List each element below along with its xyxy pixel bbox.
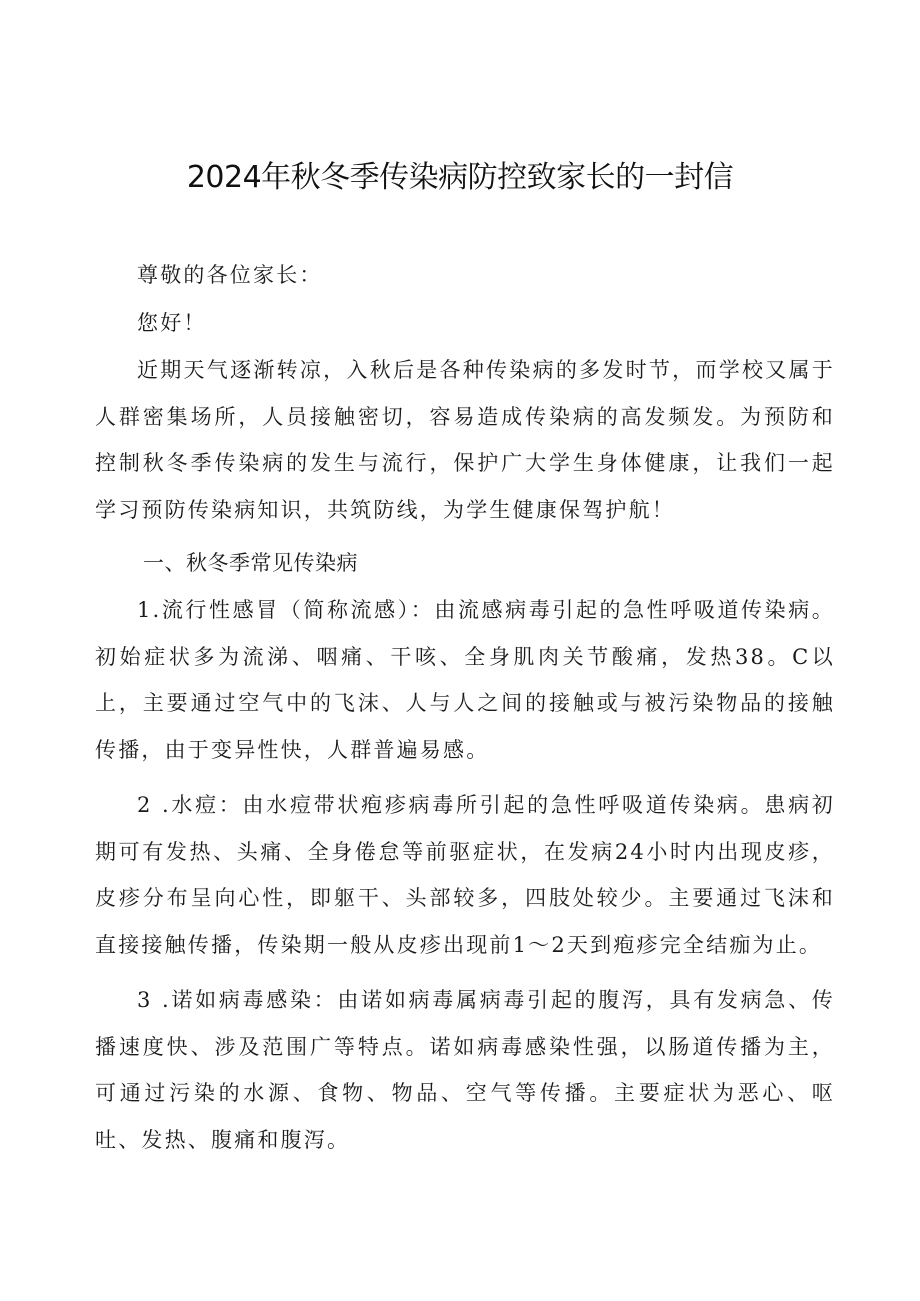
disease-item-norovirus	[95, 977, 835, 1163]
disease-item-text: 1.流行性感冒（简称流感）：由流感病毒引起的急性呼吸道传染病。初始症状多为流涕、咽痛、干咳、全身肌肉关节酸痛，发热38。C以上，主要通过空气中的飞沫、人与人之间的接触或与被污染物品的接触传播，由于变异性快，人群普遍易感。	[95, 598, 835, 762]
disease-item-text: 2 .水痘：由水痘带状疱疹病毒所引起的急性呼吸道传染病。患病初期可有发热、头痛、全身倦怠等前驱症状，在发病24小时内出现皮疹，皮疹分布呈向心性，即躯干、头部较多，四肢处较少。主要通过飞沫和直接接触传播，传染期一般从皮疹出现前1～2天到疱疹完全结痂为止。	[95, 793, 835, 957]
salutation-text: 尊敬的各位家长：	[137, 263, 323, 287]
intro-text: 近期天气逐渐转凉，入秋后是各种传染病的多发时节，而学校又属于人群密集场所，人员接触密切，容易造成传染病的高发频发。为预防和控制秋冬季传染病的发生与流行，保护广大学生身体健康，让我们一起学习预防传染病知识，共筑防线，为学生健康保驾护航！	[95, 358, 835, 522]
greeting-text: 您好！	[137, 311, 207, 335]
document-title: 2024年秋冬季传染病防控致家长的一封信	[186, 160, 734, 195]
disease-item-chickenpox	[95, 782, 835, 968]
disease-item-text: 3 .诺如病毒感染：由诺如病毒属病毒引起的腹泻，具有发病急、传播速度快、涉及范围广等特点。诺如病毒感染性强，以肠道传播为主，可通过污染的水源、食物、物品、空气等传播。主要症状为恶心、呕吐、发热、腹痛和腹泻。	[95, 988, 835, 1152]
salutation	[95, 252, 835, 299]
intro-paragraph	[95, 347, 835, 533]
greeting	[95, 300, 835, 347]
section-heading: 一、秋冬季常见传染病	[143, 551, 358, 575]
disease-item-flu	[95, 587, 835, 773]
